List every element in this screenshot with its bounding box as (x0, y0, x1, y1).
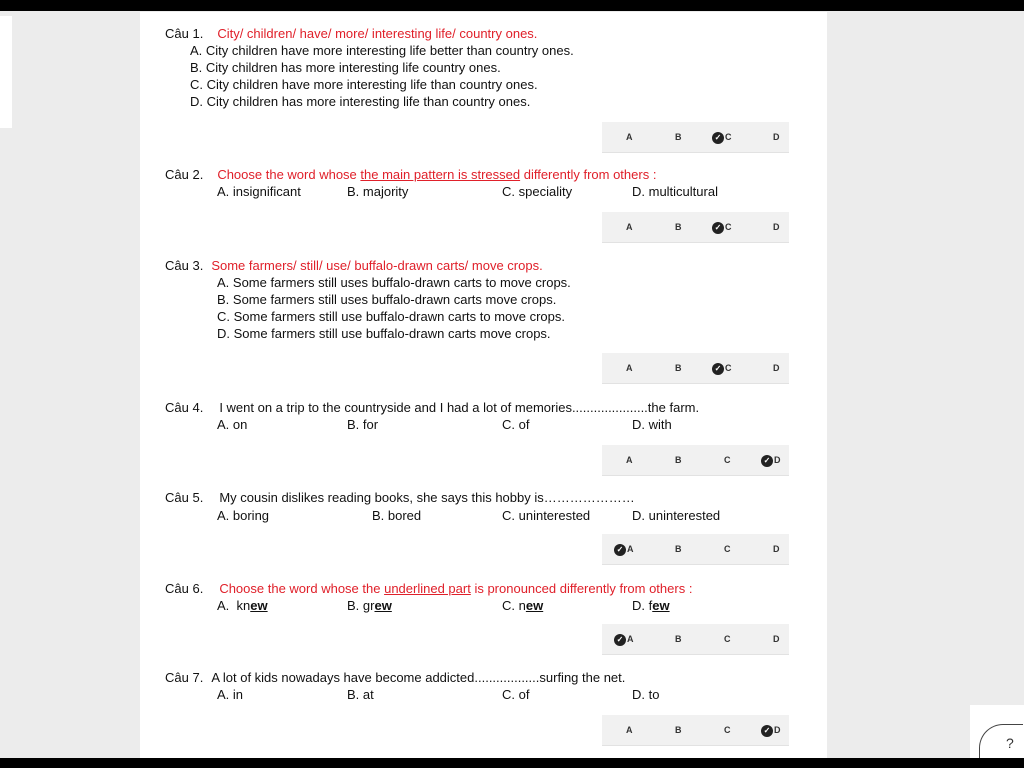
answer-letter: D (773, 222, 780, 232)
answer-bar-q5 (602, 534, 789, 565)
option-d: D. few (632, 598, 670, 613)
answer-letter: C (724, 634, 731, 644)
question-6-heading (165, 581, 692, 596)
answer-bar-q3 (602, 353, 789, 384)
option-d: D. uninterested (632, 508, 721, 523)
answer-choice-a[interactable] (626, 453, 633, 467)
question-number: Câu 6. (165, 581, 204, 596)
question-4-heading (165, 400, 699, 415)
option-a: A. boring (217, 508, 270, 523)
question-7-heading (165, 670, 625, 685)
answer-letter: B (675, 455, 682, 465)
question-3-heading (165, 258, 543, 273)
underlined-phrase: underlined part (384, 581, 471, 596)
answer-choice-d[interactable] (773, 542, 780, 556)
answer-letter: C (724, 544, 731, 554)
option-b: B. grew (347, 598, 392, 613)
question-number: Câu 7. (165, 670, 204, 685)
option-d: D. to (632, 687, 660, 702)
answer-choice-d[interactable] (773, 130, 780, 144)
answer-letter: D (774, 725, 781, 735)
answer-letter: B (675, 222, 682, 232)
check-circle-icon: ✓ (614, 634, 626, 646)
option-line: A. Some farmers still uses buffalo-drawn carts to move crops. (217, 275, 571, 290)
answer-letter: A (626, 363, 633, 373)
question-prompt: City/ children/ have/ more/ interesting life/ country ones. (217, 26, 538, 41)
logo-icon: ? (1006, 735, 1014, 751)
answer-letter: C (724, 725, 731, 735)
option-b: B. at (347, 687, 374, 702)
answer-choice-a[interactable] (626, 130, 633, 144)
answer-choice-a[interactable] (626, 220, 633, 234)
question-prompt: Choose the word whose the underlined part is pronounced differently from others : (219, 581, 693, 596)
question-number: Câu 1. (165, 26, 204, 41)
answer-letter: B (675, 132, 682, 142)
answer-bar-q4 (602, 445, 789, 476)
answer-choice-d[interactable] (761, 453, 781, 467)
option-a: A. knew (217, 598, 268, 613)
answer-choice-a[interactable] (614, 542, 634, 556)
answer-choice-c[interactable] (712, 220, 732, 234)
option-c: C. new (502, 598, 544, 613)
option-c: C. uninterested (502, 508, 591, 523)
check-circle-icon: ✓ (614, 544, 626, 556)
option-c: C. of (502, 687, 530, 702)
answer-choice-b[interactable] (675, 130, 682, 144)
answer-choice-c[interactable] (724, 542, 731, 556)
answer-letter: D (773, 132, 780, 142)
option-c: C. speciality (502, 184, 573, 199)
answer-letter: C (725, 363, 732, 373)
answer-choice-c[interactable] (724, 453, 731, 467)
answer-letter: D (774, 455, 781, 465)
answer-choice-b[interactable] (675, 723, 682, 737)
answer-choice-a[interactable] (626, 361, 633, 375)
answer-choice-b[interactable] (675, 361, 682, 375)
answer-letter: C (724, 455, 731, 465)
check-circle-icon: ✓ (761, 455, 773, 467)
answer-letter: C (725, 222, 732, 232)
answer-choice-d[interactable] (773, 632, 780, 646)
option-line: C. City children have more interesting life than country ones. (190, 77, 538, 92)
answer-letter: B (675, 363, 682, 373)
worksheet-page (140, 12, 827, 758)
answer-letter: C (725, 132, 732, 142)
answer-choice-d[interactable] (773, 361, 780, 375)
option-line: D. City children has more interesting life than country ones. (190, 94, 531, 109)
answer-bar-q6 (602, 624, 789, 655)
bottom-black-bar (0, 758, 1024, 768)
option-line: C. Some farmers still use buffalo-drawn carts to move crops. (217, 309, 565, 324)
option-c: C. of (502, 417, 530, 432)
top-black-bar (0, 0, 1024, 11)
question-prompt: Choose the word whose the main pattern is stressed differently from others : (217, 167, 657, 182)
option-b: B. bored (372, 508, 422, 523)
question-prompt: My cousin dislikes reading books, she says this hobby is………………… (219, 490, 635, 505)
answer-choice-c[interactable] (712, 130, 732, 144)
option-b: B. majority (347, 184, 409, 199)
answer-letter: A (626, 222, 633, 232)
check-circle-icon: ✓ (712, 363, 724, 375)
question-prompt: I went on a trip to the countryside and I had a lot of memories.....................the farm. (219, 400, 700, 415)
answer-letter: D (773, 363, 780, 373)
option-line: D. Some farmers still use buffalo-drawn carts move crops. (217, 326, 551, 341)
check-circle-icon: ✓ (712, 132, 724, 144)
option-line: A. City children have more interesting life better than country ones. (190, 43, 574, 58)
answer-choice-b[interactable] (675, 453, 682, 467)
question-2-heading (165, 167, 656, 182)
answer-letter: D (773, 634, 780, 644)
answer-choice-c[interactable] (724, 723, 731, 737)
option-a: A. in (217, 687, 244, 702)
answer-choice-b[interactable] (675, 632, 682, 646)
answer-letter: D (773, 544, 780, 554)
answer-choice-b[interactable] (675, 542, 682, 556)
answer-letter: A (627, 634, 634, 644)
question-1-heading (165, 26, 537, 41)
underlined-phrase: the main pattern is stressed (360, 167, 521, 182)
question-number: Câu 5. (165, 490, 204, 505)
option-d: D. with (632, 417, 672, 432)
question-number: Câu 2. (165, 167, 204, 182)
question-number: Câu 4. (165, 400, 204, 415)
answer-bar-q7 (602, 715, 789, 746)
answer-letter: A (626, 132, 633, 142)
option-b: B. for (347, 417, 379, 432)
left-thumbnail[interactable] (0, 16, 12, 128)
answer-choice-c[interactable] (712, 361, 732, 375)
answer-letter: A (626, 725, 633, 735)
check-circle-icon: ✓ (712, 222, 724, 234)
answer-letter: A (627, 544, 634, 554)
answer-letter: B (675, 725, 682, 735)
option-a: A. insignificant (217, 184, 301, 199)
answer-choice-d[interactable] (761, 723, 781, 737)
option-a: A. on (217, 417, 248, 432)
question-prompt: A lot of kids nowadays have become addicted..................surfing the net. (211, 670, 626, 685)
answer-letter: B (675, 634, 682, 644)
answer-choice-d[interactable] (773, 220, 780, 234)
question-number: Câu 3. (165, 258, 204, 273)
answer-letter: A (626, 455, 633, 465)
answer-choice-b[interactable] (675, 220, 682, 234)
answer-choice-a[interactable] (626, 723, 633, 737)
answer-bar-q2 (602, 212, 789, 243)
answer-letter: B (675, 544, 682, 554)
question-5-heading (165, 490, 635, 505)
answer-choice-c[interactable] (724, 632, 731, 646)
option-line: B. Some farmers still uses buffalo-drawn carts move crops. (217, 292, 557, 307)
option-line: B. City children has more interesting life country ones. (190, 60, 501, 75)
check-circle-icon: ✓ (761, 725, 773, 737)
option-d: D. multicultural (632, 184, 718, 199)
answer-bar-q1 (602, 122, 789, 153)
question-prompt: Some farmers/ still/ use/ buffalo-drawn carts/ move crops. (211, 258, 543, 273)
answer-choice-a[interactable] (614, 632, 634, 646)
